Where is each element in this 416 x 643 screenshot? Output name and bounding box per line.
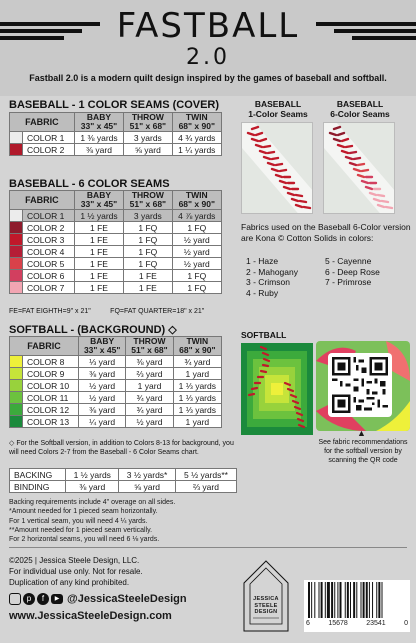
social-row xyxy=(9,592,187,606)
yardage-baby: ⅜ yard xyxy=(74,144,123,156)
yardage-twin: 1 ⅓ yards xyxy=(173,404,221,416)
color-swatch xyxy=(10,210,23,222)
col-baby: BABY 33" x 45" xyxy=(74,191,123,210)
fabric-name: BACKING xyxy=(10,469,66,481)
softball-table xyxy=(9,336,222,428)
table-row xyxy=(10,144,222,156)
kona-color-item: 6 - Deep Rose xyxy=(325,266,380,277)
yardage-twin: ½ yard xyxy=(172,246,221,258)
fabric-name: COLOR 4 xyxy=(23,246,75,258)
fat-quarter-note: FE=FAT EIGHTH=9" x 21" FQ=FAT QUARTER=18" x 21" xyxy=(9,308,205,315)
yardage-twin: 5 ½ yards** xyxy=(175,469,236,481)
website-link[interactable]: www.JessicaSteeleDesign.com xyxy=(9,610,172,622)
backing-note-line: **Amount needed for 1 pieced seam vertically. xyxy=(9,526,153,534)
color-swatch xyxy=(10,246,23,258)
table-row xyxy=(10,234,222,246)
backing-binding-table xyxy=(9,468,237,493)
backing-note-line: For 1 vertical seam, you will need 4 ¼ yards. xyxy=(9,517,148,525)
fabric-name: COLOR 1 xyxy=(23,132,75,144)
color-swatch xyxy=(10,144,23,156)
col-twin: TWIN 68" x 90" xyxy=(172,191,221,210)
softball-image xyxy=(241,343,313,435)
fabric-name: COLOR 1 xyxy=(23,210,75,222)
fabric-name: COLOR 13 xyxy=(23,416,79,428)
yardage-baby: ½ yard xyxy=(79,380,126,392)
baseball-1color-image xyxy=(241,122,313,214)
fabric-name: COLOR 2 xyxy=(23,222,75,234)
baseball-6color-label: BASEBALL 6-Color Seams xyxy=(330,99,390,119)
table-row xyxy=(10,246,222,258)
youtube-icon[interactable]: ▶ xyxy=(51,594,63,604)
yardage-baby: 1 FE xyxy=(74,234,123,246)
yardage-throw: 1 FQ xyxy=(124,258,172,270)
fabrics-intro: Fabrics used on the Baseball 6-Color version are Kona © Cotton Solids in colors: xyxy=(241,222,411,243)
col-baby: BABY 33" x 45" xyxy=(74,113,123,132)
yardage-baby: ¼ yard xyxy=(79,416,126,428)
softball-note: ◇ For the Softball version, in addition to Colors 8-13 for background, you will need Colors 2-7 from the Baseball - 6 Color Seams chart. xyxy=(9,440,234,456)
color-swatch xyxy=(10,282,23,294)
arrow-icon: ▲ xyxy=(357,428,366,438)
table-row xyxy=(10,416,222,428)
yardage-baby: 1 FE xyxy=(74,282,123,294)
pinterest-icon[interactable]: p xyxy=(23,593,35,605)
logo-text: JESSICA STEELE DESIGN xyxy=(253,596,279,615)
fabric-name: COLOR 5 xyxy=(23,258,75,270)
barcode-digit-group: 0 xyxy=(404,620,408,627)
kona-color-item: 3 - Crimson xyxy=(246,277,290,287)
kona-color-item: 5 - Cayenne xyxy=(325,256,372,266)
copyright: ©2025 | Jessica Steele Design, LLC. xyxy=(9,556,140,565)
yardage-throw: ⅔ yard xyxy=(126,368,173,380)
yardage-throw: 3 yards xyxy=(124,210,172,222)
table-row xyxy=(10,270,222,282)
col-fabric: FABRIC xyxy=(10,113,75,132)
kona-color-item: 7 - Primrose xyxy=(325,277,372,287)
color-swatch xyxy=(10,222,23,234)
backing-note-line: Backing requirements include 4" overage on all sides. xyxy=(9,499,176,506)
barcode-digits xyxy=(304,620,410,627)
barcode-digit-group: 15678 xyxy=(328,620,348,627)
yardage-throw: 1 FE xyxy=(124,270,172,282)
yardage-throw: ¾ yard xyxy=(126,392,173,404)
kona-color-item: 4 - Ruby xyxy=(246,287,279,298)
yardage-throw: 1 FQ xyxy=(124,234,172,246)
pattern-version: 2.0 xyxy=(186,45,230,70)
yardage-twin: ¾ yard xyxy=(173,356,221,368)
col-throw: THROW 51" x 68" xyxy=(126,337,173,356)
pattern-title: FASTBALL xyxy=(116,6,300,46)
qr-code[interactable] xyxy=(328,353,392,417)
table-row xyxy=(10,380,222,392)
yardage-twin: 1 ⅓ yards xyxy=(173,380,221,392)
yardage-twin: 1 FQ xyxy=(172,282,221,294)
color-swatch xyxy=(10,380,23,392)
table-row xyxy=(10,356,222,368)
yardage-twin: 4 ⅞ yards xyxy=(172,210,221,222)
yardage-throw: ⅝ yard xyxy=(124,144,172,156)
baseball-6color-title: BASEBALL - 6 COLOR SEAMS xyxy=(9,178,170,190)
color-swatch xyxy=(10,404,23,416)
col-fabric: FABRIC xyxy=(10,337,79,356)
yardage-throw: 1 FQ xyxy=(124,246,172,258)
color-swatch xyxy=(10,258,23,270)
yardage-twin: 1 ¼ yards xyxy=(172,144,221,156)
yardage-throw: 3 ½ yards* xyxy=(119,469,176,481)
table-row xyxy=(10,481,237,493)
fabric-name: COLOR 6 xyxy=(23,270,75,282)
yardage-baby: ⅜ yard xyxy=(66,481,119,493)
qr-code-panel[interactable] xyxy=(316,341,410,431)
table-header-row xyxy=(10,113,222,132)
color-swatch xyxy=(10,234,23,246)
color-swatch xyxy=(10,270,23,282)
yardage-twin: 1 yard xyxy=(173,416,221,428)
backing-note-line: For 2 horizontal seams, you will need 6 ⅛ yards. xyxy=(9,536,160,544)
duplication-notice: Duplication of any kind prohibited. xyxy=(9,578,130,587)
table-row xyxy=(10,404,222,416)
table-row xyxy=(10,258,222,270)
yardage-twin: 1 ⅓ yards xyxy=(173,392,221,404)
col-throw: THROW 51" x 68" xyxy=(124,113,172,132)
yardage-throw: ⅜ yard xyxy=(126,356,173,368)
yardage-baby: 1 FE xyxy=(74,246,123,258)
yardage-baby: 1 FE xyxy=(74,222,123,234)
yardage-twin: 1 FQ xyxy=(172,270,221,282)
kona-colors-left xyxy=(246,256,326,298)
baseball-1color-label: BASEBALL 1-Color Seams xyxy=(248,99,308,119)
facebook-icon[interactable]: f xyxy=(37,593,49,605)
yardage-throw: 1 FQ xyxy=(124,222,172,234)
color-swatch xyxy=(10,368,23,380)
instagram-icon[interactable] xyxy=(9,593,21,605)
yardage-baby: ⅜ yard xyxy=(79,368,126,380)
softball-label: SOFTBALL xyxy=(241,330,287,340)
color-swatch xyxy=(10,356,23,368)
col-twin: TWIN 68" x 90" xyxy=(173,337,221,356)
color-swatch xyxy=(10,132,23,144)
table-row xyxy=(10,368,222,380)
table-row xyxy=(10,392,222,404)
personal-use: For individual use only. Not for resale. xyxy=(9,567,143,576)
barcode-digit-group: 6 xyxy=(306,620,310,627)
yardage-throw: 3 yards xyxy=(124,132,172,144)
yardage-baby: 1 FE xyxy=(74,270,123,282)
table-row xyxy=(10,282,222,294)
yardage-baby: 1 ½ yards xyxy=(66,469,119,481)
jessica-steele-logo xyxy=(243,560,289,632)
table-row xyxy=(10,469,237,481)
fabric-name: COLOR 3 xyxy=(23,234,75,246)
baseball-6color-image xyxy=(323,122,395,214)
social-handle[interactable]: @JessicaSteeleDesign xyxy=(67,593,187,605)
yardage-baby: ⅓ yard xyxy=(79,356,126,368)
yardage-throw: ¾ yard xyxy=(126,404,173,416)
qr-caption: See fabric recommendations for the softball version by scanning the QR code xyxy=(318,439,408,464)
baseball-1color-table xyxy=(9,112,222,156)
table-row xyxy=(10,222,222,234)
header-banner xyxy=(0,0,416,96)
yardage-twin: 4 ¾ yards xyxy=(172,132,221,144)
barcode xyxy=(304,580,410,632)
col-twin: TWIN 68" x 90" xyxy=(172,113,221,132)
yardage-throw: ½ yard xyxy=(126,416,173,428)
table-row xyxy=(10,132,222,144)
col-throw: THROW 51" x 68" xyxy=(124,191,172,210)
barcode-digit-group: 23541 xyxy=(366,620,386,627)
yardage-twin: 1 yard xyxy=(173,368,221,380)
table-header-row xyxy=(10,191,222,210)
backing-notes xyxy=(9,498,175,544)
fabric-name: COLOR 2 xyxy=(23,144,75,156)
fabric-name: COLOR 12 xyxy=(23,404,79,416)
color-swatch xyxy=(10,416,23,428)
backing-note-line: *Amount needed for 1 pieced seam horizontally. xyxy=(9,508,158,516)
kona-colors-right xyxy=(325,256,410,288)
baseball-1color-title: BASEBALL - 1 COLOR SEAMS (COVER) xyxy=(9,99,220,111)
col-fabric: FABRIC xyxy=(10,191,75,210)
yardage-twin: ⅔ yard xyxy=(175,481,236,493)
table-row xyxy=(10,210,222,222)
kona-color-item: 2 - Mahogany xyxy=(246,266,298,277)
softball-title: SOFTBALL - (BACKGROUND) ◇ xyxy=(9,324,177,336)
fabric-name: COLOR 7 xyxy=(23,282,75,294)
fabric-name: COLOR 8 xyxy=(23,356,79,368)
pattern-tagline: Fastball 2.0 is a modern quilt design inspired by the games of baseball and softball. xyxy=(29,73,387,83)
table-header-row xyxy=(10,337,222,356)
fabric-name: BINDING xyxy=(10,481,66,493)
yardage-twin: ½ yard xyxy=(172,258,221,270)
yardage-baby: 1 ½ yards xyxy=(74,210,123,222)
yardage-baby: ⅜ yard xyxy=(79,404,126,416)
yardage-twin: 1 FQ xyxy=(172,222,221,234)
fabric-name: COLOR 11 xyxy=(23,392,79,404)
col-baby: BABY 33" x 45" xyxy=(79,337,126,356)
yardage-baby: ½ yard xyxy=(79,392,126,404)
fabric-name: COLOR 9 xyxy=(23,368,79,380)
color-swatch xyxy=(10,392,23,404)
yardage-throw: 1 yard xyxy=(126,380,173,392)
fabric-name: COLOR 10 xyxy=(23,380,79,392)
yardage-twin: ½ yard xyxy=(172,234,221,246)
kona-color-item: 1 - Haze xyxy=(246,256,279,266)
baseball-6color-table xyxy=(9,190,222,294)
yardage-throw: ⅝ yard xyxy=(119,481,176,493)
yardage-baby: 1 ⅜ yards xyxy=(74,132,123,144)
yardage-throw: 1 FE xyxy=(124,282,172,294)
yardage-baby: 1 FE xyxy=(74,258,123,270)
